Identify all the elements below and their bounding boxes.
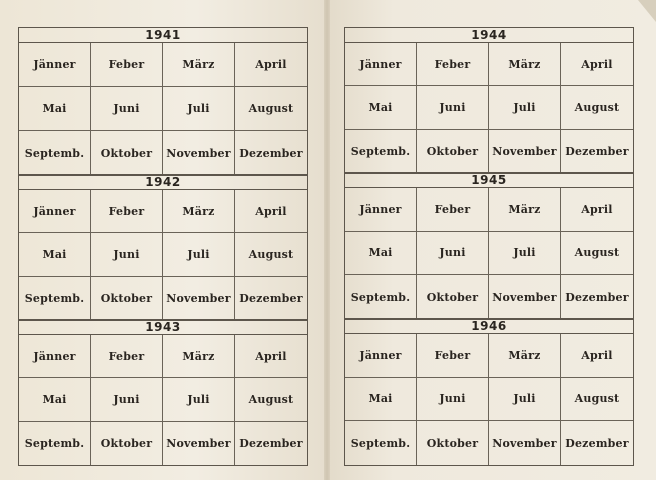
month-grid (345, 188, 633, 319)
month-cell: Feber (91, 190, 163, 233)
month-cell: März (163, 335, 235, 378)
month-cell: November (489, 275, 561, 319)
month-cell: Dezember (239, 291, 303, 305)
month-cell: Mai (345, 86, 417, 129)
month-grid (19, 190, 307, 320)
year-title: 1944 (345, 28, 633, 43)
month-grid (345, 43, 633, 173)
month-cell: Jänner (345, 43, 417, 86)
month-cell: Oktober (91, 131, 163, 175)
month-grid (345, 334, 633, 465)
month-cell: April (561, 43, 633, 86)
year-block-1945 (344, 172, 634, 320)
month-cell: Feber (417, 188, 489, 232)
year-block-1944 (344, 27, 634, 174)
year-block-1942 (18, 174, 308, 321)
month-cell: Juli (489, 232, 561, 276)
month-cell: Juli (163, 233, 235, 276)
month-cell: Oktober (91, 277, 163, 320)
month-cell: Feber (91, 335, 163, 378)
year-block-1941 (18, 27, 308, 176)
month-cell: Mai (19, 87, 91, 131)
month-cell: Oktober (417, 130, 489, 173)
month-cell: August (235, 87, 307, 131)
month-cell: Septemb. (345, 275, 417, 319)
month-cell: April (235, 43, 307, 87)
month-cell: August (561, 378, 633, 422)
month-cell: Mai (19, 378, 91, 421)
month-cell: November (489, 130, 561, 173)
folded-corner (638, 0, 656, 22)
month-cell: Septemb. (345, 421, 417, 465)
year-title: 1941 (19, 28, 307, 43)
month-cell: März (489, 43, 561, 86)
month-cell: Feber (417, 334, 489, 378)
month-cell: November (489, 421, 561, 465)
month-cell: November (163, 131, 235, 175)
month-cell: Dezember (239, 146, 303, 160)
month-cell: November (163, 422, 235, 465)
month-cell: Dezember (565, 290, 629, 304)
month-cell: Dezember (565, 144, 629, 158)
month-cell: Septemb. (19, 277, 91, 320)
month-cell: Juni (91, 233, 163, 276)
month-cell: August (235, 378, 307, 421)
month-cell: Oktober (91, 422, 163, 465)
month-cell: Juni (417, 86, 489, 129)
month-cell: Juni (417, 378, 489, 422)
month-cell: Oktober (417, 275, 489, 319)
month-cell: Mai (19, 233, 91, 276)
month-cell: Jänner (345, 334, 417, 378)
month-cell: Jänner (345, 188, 417, 232)
month-cell: Juli (163, 87, 235, 131)
book-gutter (324, 0, 330, 480)
year-title: 1946 (345, 319, 633, 334)
month-cell: Dezember (239, 436, 303, 450)
month-cell: April (235, 190, 307, 233)
month-cell: Jänner (19, 190, 91, 233)
month-cell: April (561, 188, 633, 232)
month-cell: Jänner (19, 43, 91, 87)
month-cell: August (561, 232, 633, 276)
year-block-1943 (18, 319, 308, 466)
month-cell: Dezember (565, 436, 629, 450)
month-cell: Septemb. (19, 131, 91, 175)
month-cell: März (489, 334, 561, 378)
month-cell: Oktober (417, 421, 489, 465)
month-cell: Septemb. (345, 130, 417, 173)
month-cell: August (235, 233, 307, 276)
month-cell: Juni (417, 232, 489, 276)
year-title: 1945 (345, 173, 633, 188)
month-cell: April (561, 334, 633, 378)
month-cell: August (561, 86, 633, 129)
month-cell: Feber (417, 43, 489, 86)
month-cell: Juni (91, 378, 163, 421)
month-cell: Juni (91, 87, 163, 131)
month-cell: Juli (489, 86, 561, 129)
month-cell: April (235, 335, 307, 378)
month-grid (19, 43, 307, 175)
month-cell: November (163, 277, 235, 320)
month-cell: Juli (489, 378, 561, 422)
month-cell: März (489, 188, 561, 232)
month-cell: Septemb. (19, 422, 91, 465)
month-cell: Jänner (19, 335, 91, 378)
month-cell: Juli (163, 378, 235, 421)
month-cell: Mai (345, 232, 417, 276)
month-cell: Mai (345, 378, 417, 422)
year-title: 1942 (19, 175, 307, 190)
year-title: 1943 (19, 320, 307, 335)
month-cell: März (163, 190, 235, 233)
month-cell: März (163, 43, 235, 87)
month-cell: Feber (91, 43, 163, 87)
month-grid (19, 335, 307, 465)
year-block-1946 (344, 318, 634, 466)
